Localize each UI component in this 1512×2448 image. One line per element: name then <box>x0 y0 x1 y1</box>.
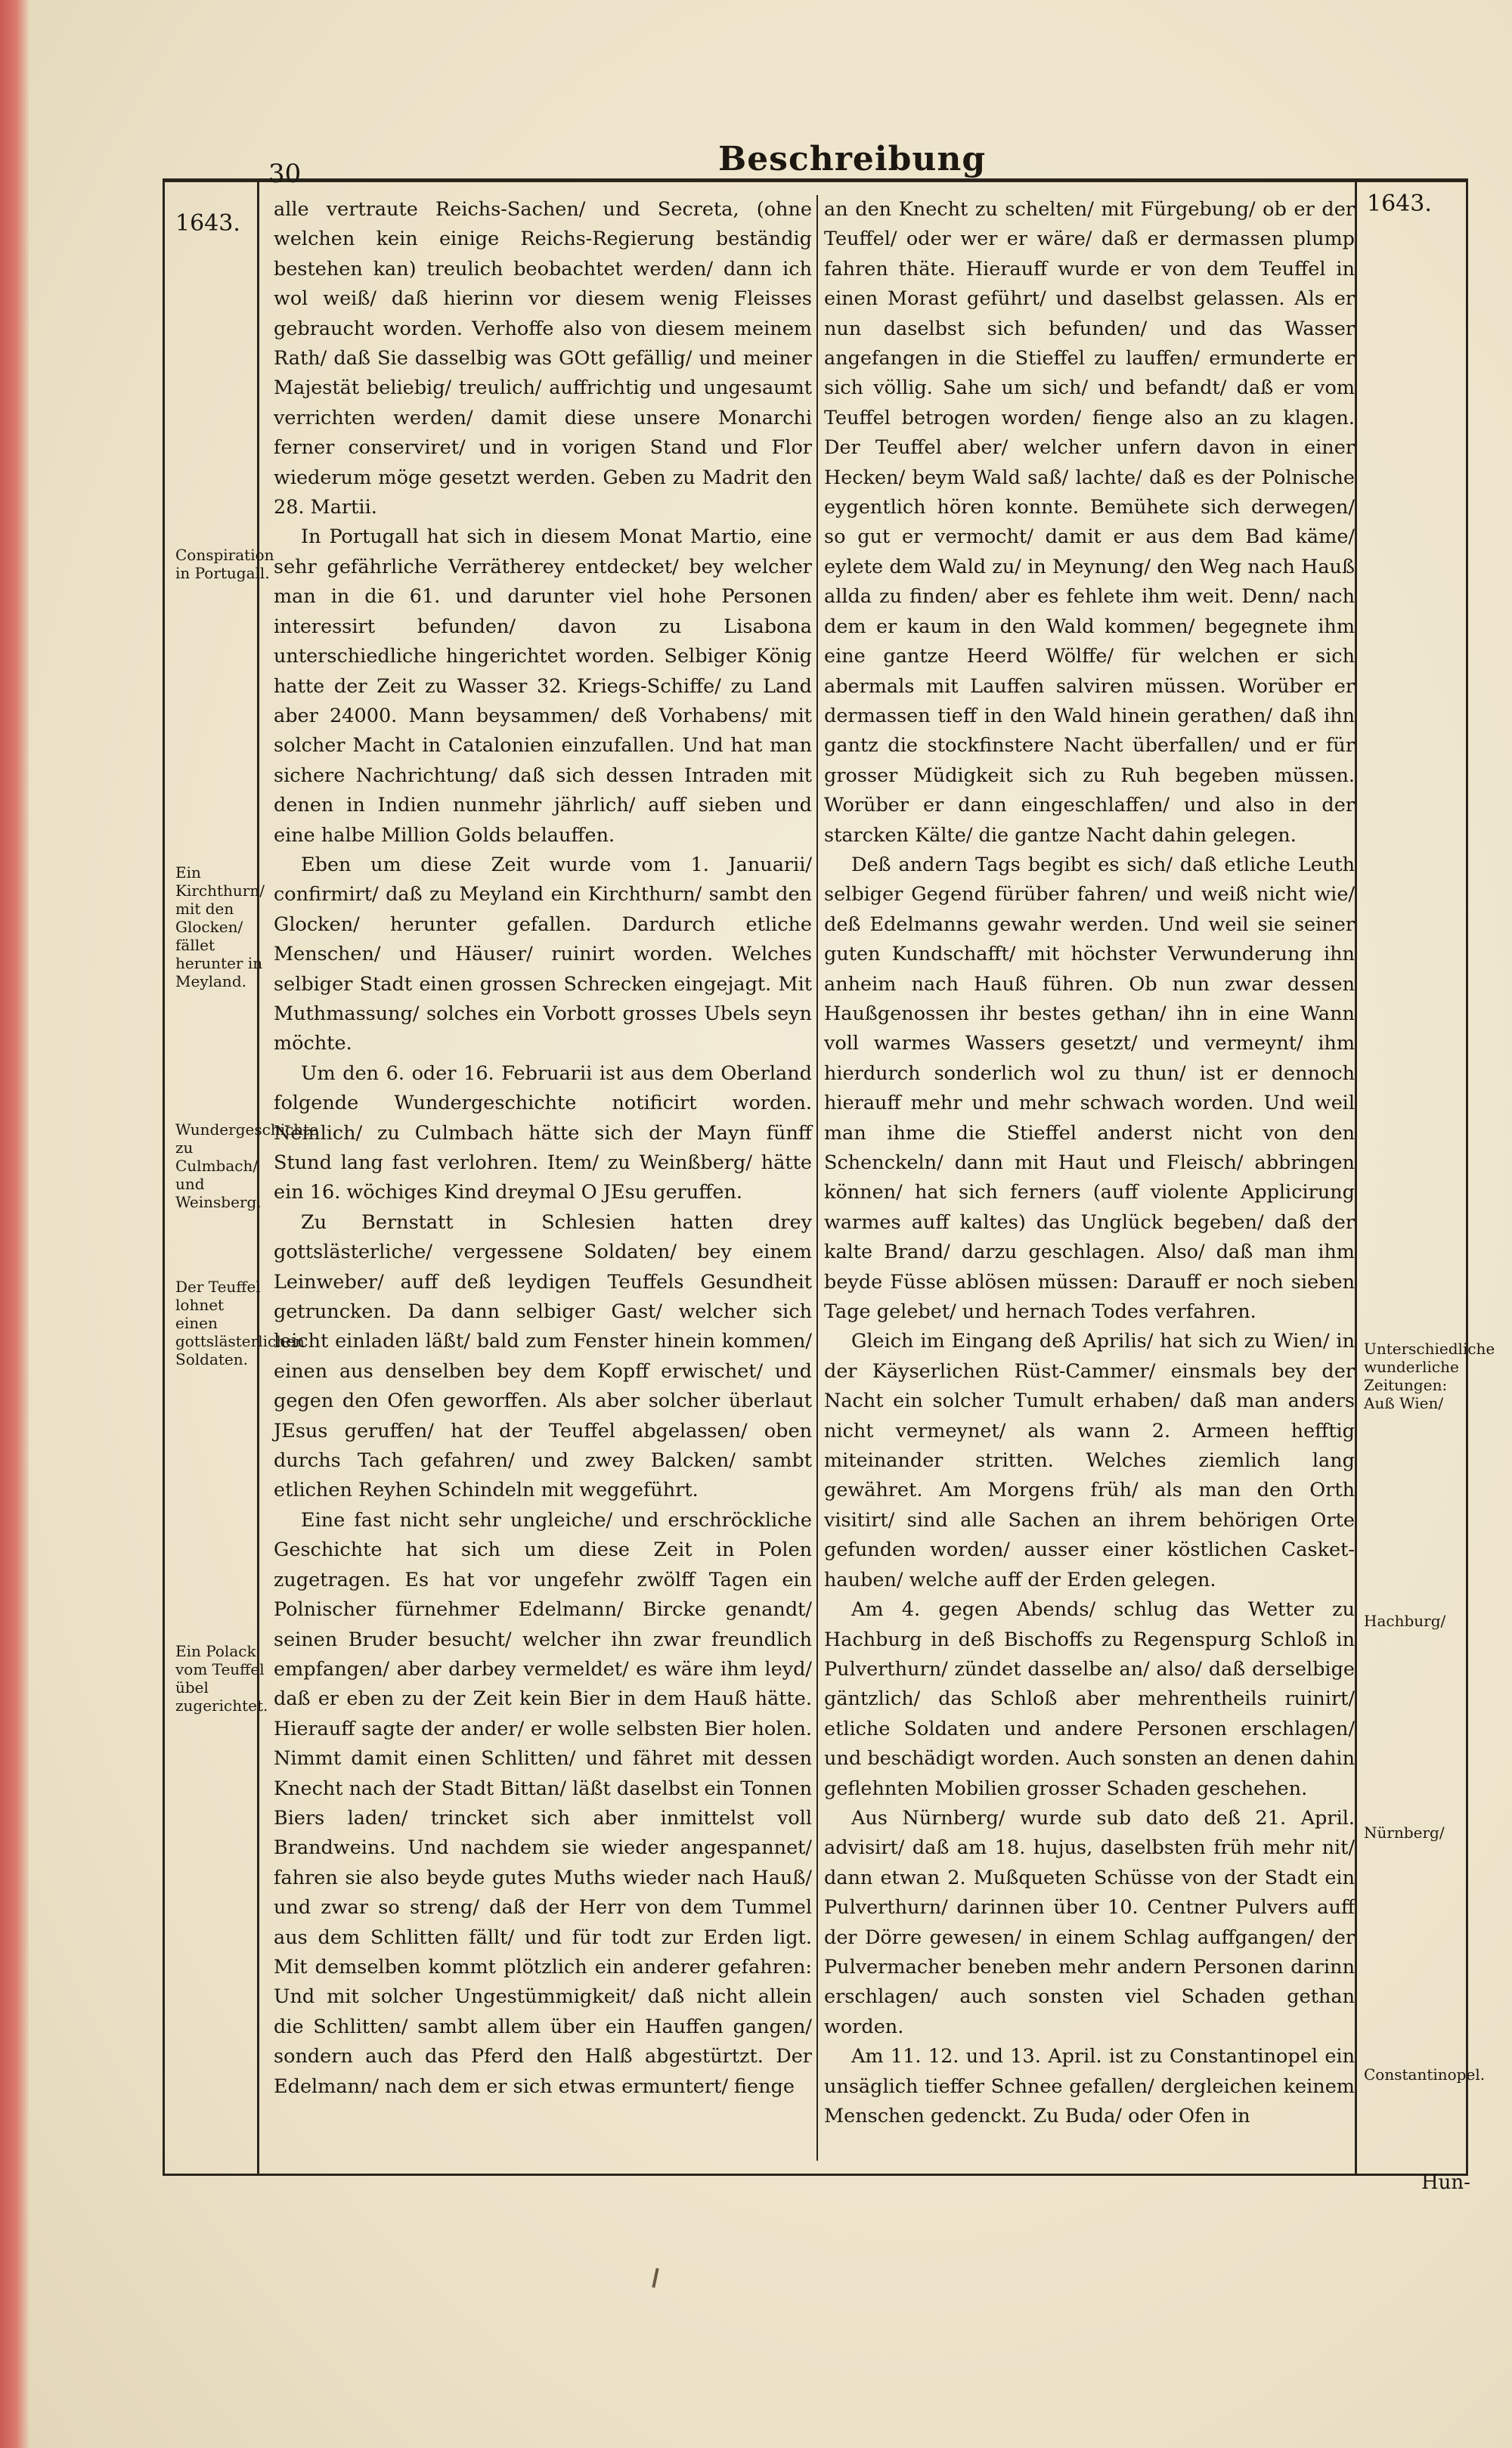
paragraph: Am 4. gegen Abends/ schlug das Wetter zu Hachburg in deß Bischoffs zu Regenspurg Schloß in Pulverthurn/ zündet dasselbe an/ also/ daß derselbige gäntzlich/ das Schloß aber mehrentheils ruinirt/ etliche Soldaten und andere Personen erschlagen/ und beschädigt worden. Auch sonsten an denen dahin geflehnten Mobilien grosser Schaden geschehen. <box>824 1598 1355 1800</box>
margin-note-nuernberg: Nürnberg/ <box>1364 1824 1445 1842</box>
margin-note-conspiration: Conspiration in Portugall. <box>175 546 274 582</box>
left-column <box>274 195 812 2102</box>
paragraph: Am 11. 12. und 13. April. ist zu Constantinopel ein unsäglich tieffer Schnee gefallen/ dergleichen keinem Menschen gedenckt. Zu Buda/ oder Ofen in <box>824 2045 1355 2127</box>
margin-note-kirchthurn: Ein Kirchthurn/ mit den Glocken/ fället herunter in Meyland. <box>175 863 265 990</box>
paragraph: alle vertraute Reichs-Sachen/ und Secreta, (ohne welchen kein einige Reichs-Regierung beständig bestehen kan) treulich beobachtet werden/ dann ich wol weiß/ daß hierinn vor diesem wenig Fleisses gebraucht worden. Verhoffe also von diesem meinem Rath/ daß Sie dasselbig was GOtt gefällig/ und meiner Majestät beliebig/ treulich/ auffrichtig und ungesaumt verrichten werden/ damit diese unsere Monarchi ferner conserviret/ und in vorigen Stand und Flor wiederum möge gesetzt werden. Geben zu Madrit den 28. Martii. <box>274 198 812 519</box>
margin-note-polack: Ein Polack vom Teuffel übel zugerichtet. <box>175 1642 268 1715</box>
margin-note-wundergeschichte: Wundergeschichte zu Culmbach/ und Weinsberg. <box>175 1120 319 1211</box>
margin-note-teuffel-soldaten: Der Teuffel lohnet einen gottslästerlichen Soldaten. <box>175 1278 305 1368</box>
column-divider <box>816 195 818 2161</box>
margin-note-constantinopel: Constantinopel. <box>1364 2065 1486 2084</box>
paragraph: Eben um diese Zeit wurde vom 1. Januarii/ confirmirt/ daß zu Meyland ein Kirchthurn/ sambt den Glocken/ herunter gefallen. Dardurch etliche Menschen/ und Häuser/ ruinirt worden. Welches selbiger Stadt einen grossen Schrecken eingejagt. Mit Muthmassung/ solches ein Vorbott grosses Ubels seyn möchte. <box>274 853 812 1055</box>
paragraph: Zu Bernstatt in Schlesien hatten drey gottslästerliche/ vergessene Soldaten/ bey einem Leinweber/ auff deß leydigen Teuffels Gesundheit getruncken. Da dann selbiger Gast/ welcher sich leicht einladen läßt/ bald zum Fenster hinein kommen/ einen aus denselben bey dem Kopff erwischet/ und gegen den Ofen geworffen. Als aber solcher überlaut JEsus geruffen/ hat der Teuffel abgelassen/ oben durchs Tach gefahren/ und zwey Balcken/ sambt etlichen Reyhen Schindeln mit weggeführt. <box>274 1210 812 1502</box>
margin-note-hachburg: Hachburg/ <box>1364 1612 1446 1630</box>
paragraph: In Portugall hat sich in diesem Monat Martio, eine sehr gefährliche Verrätherey entdecket/ bey welcher man in die 61. und darunter viel hohe Personen interessirt befunden/ davon zu Lisabona unterschiedliche hingerichtet worden. Selbiger König hatte der Zeit zu Wasser 32. Kriegs-Schiffe/ zu Land aber 24000. Mann beysammen/ deß Vorhabens/ mit solcher Macht in Catalonien einzufallen. Und hat man sichere Nachrichtung/ daß sich dessen Intraden mit denen in Indien nunmehr jährlich/ auff sieben und eine halbe Million Golds belauffen. <box>274 525 812 847</box>
running-head: Beschreibung <box>718 140 987 178</box>
year-left: 1643. <box>175 210 240 237</box>
margin-note-wien: Unterschiedliche wunderliche Zeitungen: Auß Wien/ <box>1364 1340 1495 1412</box>
paragraph: Gleich im Eingang deß Aprilis/ hat sich zu Wien/ in der Käyserlichen Rüst-Cammer/ einsmals bey der Nacht ein solcher Tumult erhaben/ daß man anders nicht vermeynet/ als wann 2. Armeen hefftig miteinander stritten. Welches ziemlich lang gewähret. Am Morgens früh/ als man den Orth visitirt/ sind alle Sachen an ihrem behörigen Orte gefunden worden/ ausser einer köstlichen Casket-hauben/ welche auff der Erden gelegen. <box>824 1330 1355 1591</box>
page-number: 30 <box>268 159 302 189</box>
book-edge <box>0 0 29 2448</box>
paragraph: Um den 6. oder 16. Februarii ist aus dem Oberland folgende Wundergeschichte notificirt worden. Nemlich/ zu Culmbach hätte sich der Mayn fünff Stund lang fast verlohren. Item/ zu Weinßberg/ hätte ein 16. wöchiges Kind dreymal O JEsu geruffen. <box>274 1061 812 1204</box>
year-right: 1643. <box>1367 191 1432 217</box>
paragraph: Aus Nürnberg/ wurde sub dato deß 21. April. advisirt/ daß am 18. hujus, daselbsten früh mehr nit/ dann etwan 2. Mußqueten Schüsse von der Stadt ein Pulverthurn/ darinnen über 10. Centner Pulvers auff der Dörre gewesen/ in einem Schlag auffgangen/ der Pulvermacher beneben mehr andern Personen darinn erschlagen/ auch sonsten viel Schaden gethan worden. <box>824 1806 1355 2038</box>
header-rule <box>163 178 1468 181</box>
right-column <box>824 195 1355 2131</box>
paragraph: Deß andern Tags begibt es sich/ daß etliche Leuth selbiger Gegend fürüber fahren/ und weiß nicht wie/ deß Edelmanns gewahr werden. Und weil sie seiner guten Kundschafft/ mit höchster Verwunderung ihn anheim nach Hauß führen. Ob nun zwar dessen Haußgenossen ihr bestes gethan/ ihn in eine Wann voll warmes Wassers gesetzt/ und vermeynt/ ihm hierdurch sonderlich wol zu thun/ ist er dennoch hierauff mehr und mehr schwach worden. Und weil man ihme die Stieffel anderst nicht von den Schenckeln/ dann mit Haut und Fleisch/ abbringen können/ hat sich ferners (auff violente Applicirung warmes auff kaltes) das Unglück begeben/ daß der kalte Brand/ darzu geschlagen. Also/ daß man ihm beyde Füsse ablösen müssen: Darauff er noch sieben Tage gelebet/ und hernach Todes verfahren. <box>824 853 1355 1324</box>
paragraph: Eine fast nicht sehr ungleiche/ und erschröckliche Geschichte hat sich um diese Zeit in Polen zugetragen. Es hat vor ungefehr zwölff Tagen ein Polnischer fürnehmer Edelmann/ Bircke genandt/ seinen Bruder besucht/ welcher ihn zwar freundlich empfangen/ aber darbey vermeldet/ es wäre ihm leyd/ daß er eben zu der Zeit kein Bier in dem Hauß hätte. Hierauff sagte der ander/ er wolle selbsten Bier holen. Nimmt damit einen Schlitten/ und fähret mit dessen Knecht nach der Stadt Bittan/ läßt daselbst ein Tonnen Biers laden/ trincket sich aber inmittelst voll Brandweins. Und nachdem sie wieder angespannet/ fahren sie also beyde gutes Muths wieder nach Hauß/ und zwar so streng/ daß der Herr von dem Tummel aus dem Schlitten fällt/ und für todt zur Erden ligt. Mit demselben kommt plötzlich ein anderer gefahren: Und mit solcher Ungestümmigkeit/ daß nicht allein die Schlitten/ sambt allem über ein Hauffen gangen/ sondern auch das Pferd den Halß abgestürtzt. Der Edelmann/ nach dem er sich etwas ermuntert/ fienge <box>274 1508 812 2098</box>
paragraph: an den Knecht zu schelten/ mit Fürgebung/ ob er der Teuffel/ oder wer er wäre/ daß er dermassen plump fahren thäte. Hierauff wurde er von dem Teuffel in einen Morast geführt/ und daselbst gelassen. Als er nun daselbst sich befunden/ und das Wasser angefangen in die Stieffel zu lauffen/ ermunderte er sich völlig. Sahe um sich/ und befandt/ daß er vom Teuffel betrogen worden/ fienge also an zu klagen. Der Teuffel aber/ welcher unfern davon in einer Hecken/ beym Wald saß/ lachte/ daß es der Polnische eygentlich hören konnte. Bemühete sich derwegen/ so gut er vermocht/ damit er aus dem Bad käme/ eylete dem Wald zu/ in Meynung/ den Weg nach Hauß allda zu finden/ aber es fehlete ihm weit. Denn/ nach dem er kaum in den Wald kommen/ begegnete ihm eine gantze Heerd Wölffe/ für welchen er sich abermals mit Lauffen salviren müssen. Worüber er dermassen tieff in den Wald hinein gerathen/ daß ihn gantz die stockfinstere Nacht überfallen/ und er für grosser Müdigkeit sich zu Ruh begeben müssen. Worüber er dann eingeschlaffen/ und also in der starcken Kälte/ die gantze Nacht dahin gelegen. <box>824 198 1355 847</box>
catchword: Hun- <box>1421 2171 1470 2194</box>
